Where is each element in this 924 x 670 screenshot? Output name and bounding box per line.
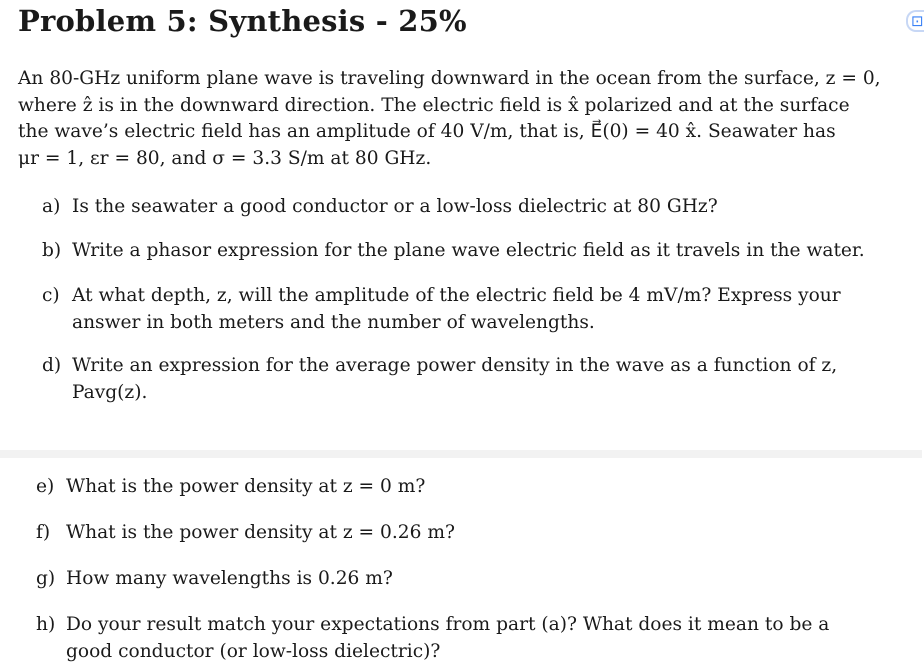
question-c: [42, 282, 841, 336]
question-text: What is the power density at z = 0 m?: [66, 476, 426, 497]
statement-line-2: where ẑ is in the downward direction. The electric field is x̂ polarized and at the surface: [18, 94, 850, 116]
question-text: Do your result match your expectations from part (a)? What does it mean to be a: [66, 614, 830, 635]
statement-line-3: the wave’s electric field has an amplitude of 40 V/m, that is, E⃗(0) = 40 x̂. Seawater has: [18, 121, 836, 142]
problem-statement: [18, 66, 898, 172]
question-h: [36, 611, 829, 665]
question-text-continued: Pavg(z).: [72, 382, 148, 403]
question-text: How many wavelengths is 0.26 m?: [66, 568, 393, 589]
question-text: Write a phasor expression for the plane wave electric field as it travels in the water.: [72, 240, 865, 261]
question-text-continued: answer in both meters and the number of wavelengths.: [72, 312, 595, 333]
question-f: [36, 519, 455, 546]
question-text: What is the power density at z = 0.26 m?: [66, 522, 455, 543]
problem-bottom-section: [0, 458, 922, 670]
problem-title: Problem 5: Synthesis - 25%: [18, 4, 467, 38]
question-d: [42, 352, 837, 406]
question-text: Is the seawater a good conductor or a low-loss dielectric at 80 GHz?: [72, 196, 718, 217]
question-label: d): [42, 355, 62, 376]
expand-icon[interactable]: ⊡: [906, 10, 924, 32]
question-label: g): [36, 568, 56, 589]
question-label: h): [36, 614, 56, 635]
question-text: At what depth, z, will the amplitude of the electric field be 4 mV/m? Express your: [72, 285, 841, 306]
question-label: c): [42, 285, 60, 306]
question-label: f): [36, 522, 51, 543]
question-text: Write an expression for the average power density in the wave as a function of z,: [72, 355, 838, 376]
question-a: [42, 193, 718, 220]
question-label: e): [36, 476, 55, 497]
statement-line-4: μr = 1, εr = 80, and σ = 3.3 S/m at 80 GHz.: [18, 147, 432, 169]
page-divider: [0, 450, 922, 458]
question-g: [36, 565, 393, 592]
question-text-continued: good conductor (or low-loss dielectric)?: [66, 641, 441, 662]
question-label: a): [42, 196, 61, 217]
question-label: b): [42, 240, 62, 261]
statement-line-1: An 80-GHz uniform plane wave is traveling downward in the ocean from the surface, z = 0,: [18, 68, 881, 89]
question-b: [42, 237, 865, 264]
question-e: [36, 473, 425, 500]
